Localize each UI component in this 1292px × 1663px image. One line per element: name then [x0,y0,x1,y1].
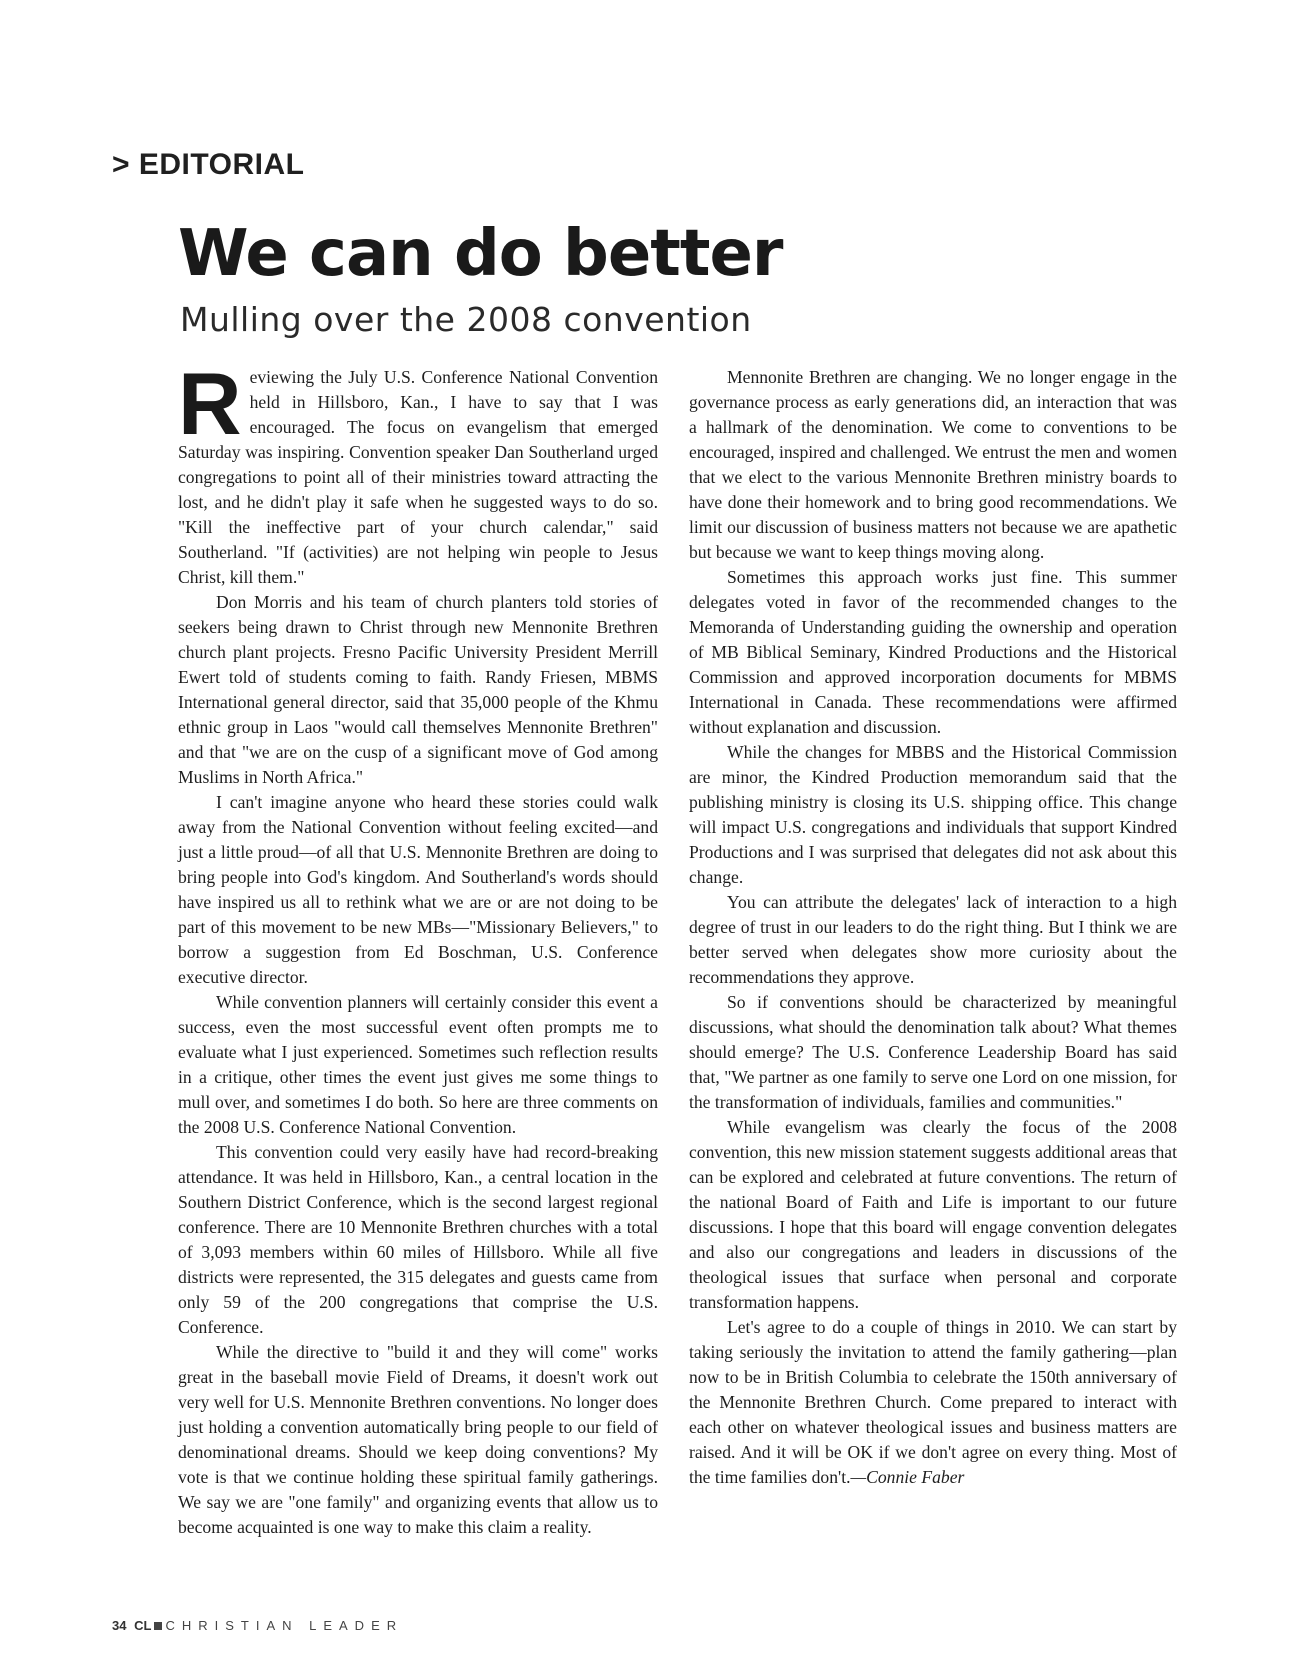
page-number: 34 [112,1618,127,1633]
body-paragraph: Mennonite Brethren are changing. We no longer engage in the governance process as early generations did, an interaction that was a hallmark of the denomination. We come to conventions to be encouraged, inspired and challenged. We entrust the men and women that we elect to the various Mennonite Brethren ministry boards to have done their homework and to bring good recommendations. We limit our discussion of business matters not because we are apathetic but because we want to keep things moving along. [689,367,1177,562]
body-paragraph: I can't imagine anyone who heard these stories could walk away from the National Convention without feeling excited—and just a little proud—of all that U.S. Mennonite Brethren are doing to bring people into God's kingdom. And Southerland's words should have inspired us all to rethink what we are or are not doing to be part of this movement to be new MBs—"Missionary Believers," to borrow a suggestion from Ed Boschman, U.S. Conference executive director. [178,792,658,987]
body-paragraph: Don Morris and his team of church planters told stories of seekers being drawn to Christ through new Mennonite Brethren church plant projects. Fresno Pacific University President Merrill Ewert told of students coming to faith. Randy Friesen, MBMS International general director, said that 35,000 people of the Khmu ethnic group in Laos "would call themselves Mennonite Brethren" and that "we are on the cusp of a significant move of God among Muslims in North Africa." [178,592,658,787]
body-paragraph: While convention planners will certainly consider this event a success, even the most successful event often prompts me to evaluate what I just experienced. Sometimes such reflection results in a critique, other times the event just gives me some things to mull over, and sometimes I do both. So here are three comments on the 2008 U.S. Conference National Convention. [178,992,658,1137]
subhead: Mulling over the 2008 convention [180,300,752,339]
left-column [178,354,658,1540]
body-paragraph: While evangelism was clearly the focus of the 2008 convention, this new mission statement suggests additional areas that can be explored and celebrated at future conventions. The return of the national Board of Faith and Life is important to our future discussions. I hope that this board will engage convention delegates and also our congregations and leaders in discussions of the theological issues that surface when personal and corporate transformation happens. [689,1117,1177,1312]
opening-paragraph [178,354,658,590]
right-column [689,365,1177,1490]
body-paragraph: You can attribute the delegates' lack of interaction to a high degree of trust in our leaders to do the right thing. But I think we are better served when delegates show more curiosity about the recommendations they approve. [689,892,1177,987]
square-bullet-icon [154,1622,162,1630]
drop-cap: R [178,354,242,453]
section-label: > EDITORIAL [112,148,305,181]
body-paragraph: While the changes for MBBS and the Historical Commission are minor, the Kindred Production memorandum said that the publishing ministry is closing its U.S. shipping office. This change will impact U.S. congregations and individuals that support Kindred Productions and I was surprised that delegates did not ask about this change. [689,742,1177,887]
body-paragraph: So if conventions should be characterized by meaningful discussions, what should the denomination talk about? What themes should emerge? The U.S. Conference Leadership Board has said that, "We partner as one family to serve one Lord on one mission, for the transformation of individuals, families and communities." [689,992,1177,1112]
body-paragraph: While the directive to "build it and they will come" works great in the baseball movie Field of Dreams, it doesn't work out very well for U.S. Mennonite Brethren conventions. No longer does just holding a convention automatically bring people to our field of denominational dreams. Should we keep doing conventions? My vote is that we continue holding these spiritual family gatherings. We say we are "one family" and organizing events that allow us to become acquainted is one way to make this claim a reality. [178,1342,658,1537]
body-paragraph: Sometimes this approach works just fine. This summer delegates voted in favor of the recommended changes to the Memoranda of Understanding guiding the ownership and operation of MB Biblical Seminary, Kindred Productions and the Historical Commission and approved incorporation documents for MBMS International in Canada. These recommendations were affirmed without explanation and discussion. [689,567,1177,737]
page-footer [112,1618,403,1633]
magazine-logo: CL [134,1618,152,1633]
closing-paragraph [689,1315,1177,1490]
headline: We can do better [178,217,783,291]
closing-paragraph-text: Let's agree to do a couple of things in 2010. We can start by taking seriously the invitation to attend the family gathering—plan now to be in British Columbia to celebrate the 150th anniversary of the Mennonite Brethren Church. Come prepared to interact with each other on whatever theological issues and business matters are raised. And it will be OK if we don't agree on every thing. Most of the time families don't. [689,1317,1177,1487]
body-paragraph: This convention could very easily have had record-breaking attendance. It was held in Hillsboro, Kan., a central location in the Southern District Conference, which is the second largest regional conference. There are 10 Mennonite Brethren churches with a total of 3,093 members within 60 miles of Hillsboro. While all five districts were represented, the 315 delegates and guests came from only 59 of the 200 congregations that comprise the U.S. Conference. [178,1142,658,1337]
author-byline: —Connie Faber [850,1467,965,1487]
magazine-name: CHRISTIAN LEADER [165,1618,404,1633]
opening-paragraph-text: eviewing the July U.S. Conference National Convention held in Hillsboro, Kan., I have to say that I was encouraged. The focus on evangelism that emerged Saturday was inspiring. Convention speaker Dan Southerland urged congregations to point all of their ministries toward attracting the lost, and he didn't play it safe when he suggested ways to do so. "Kill the ineffective part of your church calendar," said Southerland. "If (activities) are not helping win people to Jesus Christ, kill them." [178,367,658,587]
